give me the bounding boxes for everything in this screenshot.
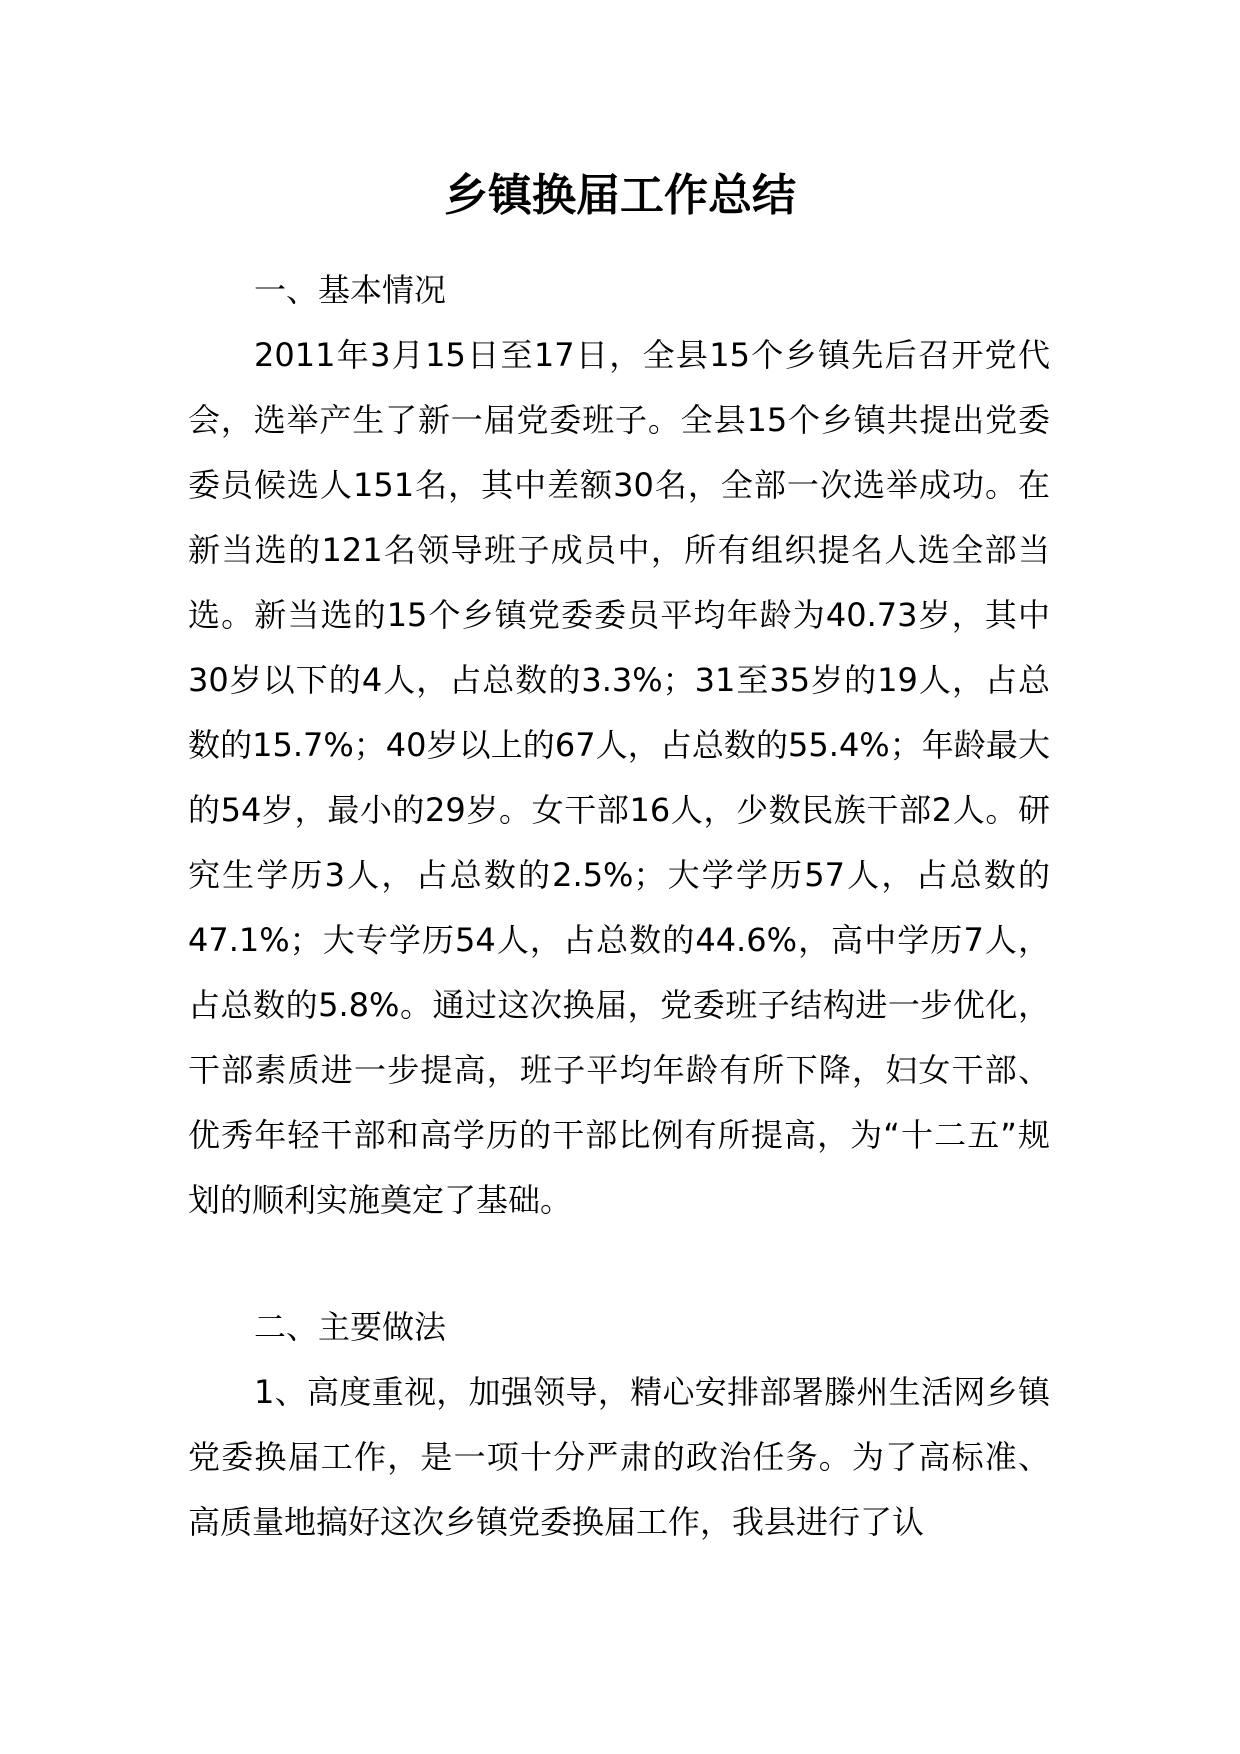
section-paragraph-main-practices: 1、高度重视，加强领导，精心安排部署滕州生活网乡镇党委换届工作，是一项十分严肃的政治任务。为了高标准、高质量地搞好这次乡镇党委换届工作，我县进行了认 bbox=[188, 1373, 1050, 1541]
section-heading-main-practices: 二、主要做法 bbox=[254, 1308, 447, 1346]
section-paragraph-basic-situation: 2011年3月15日至17日，全县15个乡镇先后召开党代会，选举产生了新一届党委班子。全县15个乡镇共提出党委委员候选人151名，其中差额30名，全部一次选举成功。在新当选的121名领导班子成员中，所有组织提名人选全部当选。新当选的15个乡镇党委委员平均年龄为40.73岁，其中30岁以下的4人，占总数的3.3%；31至35岁的19人，占总数的15.7%；40岁以上的67人，占总数的55.4%；年龄最大的54岁，最小的29岁。女干部16人，少数民族干部2人。研究生学历3人，占总数的2.5%；大学学历57人，占总数的47.1%；大专学历54人，占总数的44.6%，高中学历7人，占总数的5.8%。通过这次换届，党委班子结构进一步优化，干部素质进一步提高，班子平均年龄有所下降，妇女干部、优秀年轻干部和高学历的干部比例有所提高，为“十二五”规划的顺利实施奠定了基础。 bbox=[188, 336, 1050, 1219]
section-heading-basic-situation: 一、基本情况 bbox=[254, 271, 447, 309]
document-title: 乡镇换届工作总结 bbox=[444, 170, 796, 221]
